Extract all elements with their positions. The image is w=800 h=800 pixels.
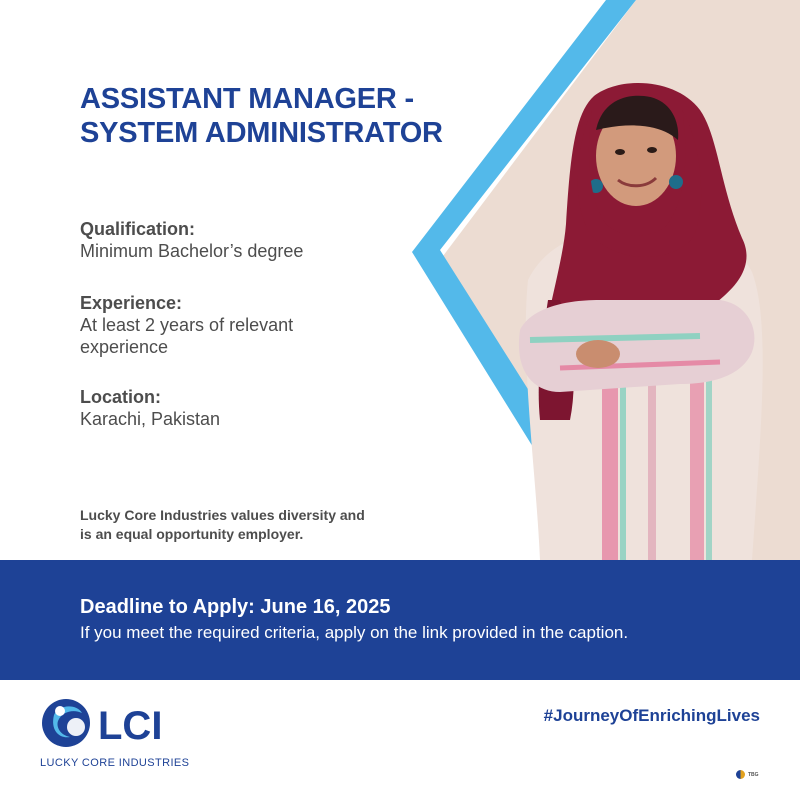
qualification-block: [80, 218, 340, 262]
deadline-text: Deadline to Apply: June 16, 2025: [80, 596, 391, 618]
apply-note: If you meet the required criteria, apply on the link provided in the caption.: [80, 623, 629, 642]
qualification-label: Qualification:: [80, 219, 196, 239]
job-title-line-2: SYSTEM ADMINISTRATOR: [80, 117, 443, 149]
company-name: LUCKY CORE INDUSTRIES: [40, 757, 190, 769]
experience-value: At least 2 years of relevant experience: [80, 315, 294, 357]
job-title: [80, 82, 443, 150]
qualification-value: Minimum Bachelor’s degree: [80, 241, 304, 261]
agency-mark-text: TBG: [748, 771, 759, 778]
agency-mark: [736, 770, 759, 779]
diversity-statement: Lucky Core Industries values diversity and is an equal opportunity employer.: [80, 507, 365, 542]
experience-block: [80, 292, 340, 358]
location-value: Karachi, Pakistan: [80, 409, 221, 429]
agency-logo-icon: [736, 770, 745, 779]
location-block: [80, 386, 340, 430]
logo-letters: LCI: [98, 704, 163, 748]
deadline-info: [80, 595, 628, 644]
campaign-hashtag: #JourneyOfEnrichingLives: [543, 706, 760, 725]
location-label: Location:: [80, 387, 161, 407]
experience-label: Experience:: [80, 293, 183, 313]
lci-logo: [40, 697, 180, 749]
job-title-line-1: ASSISTANT MANAGER -: [80, 83, 414, 115]
